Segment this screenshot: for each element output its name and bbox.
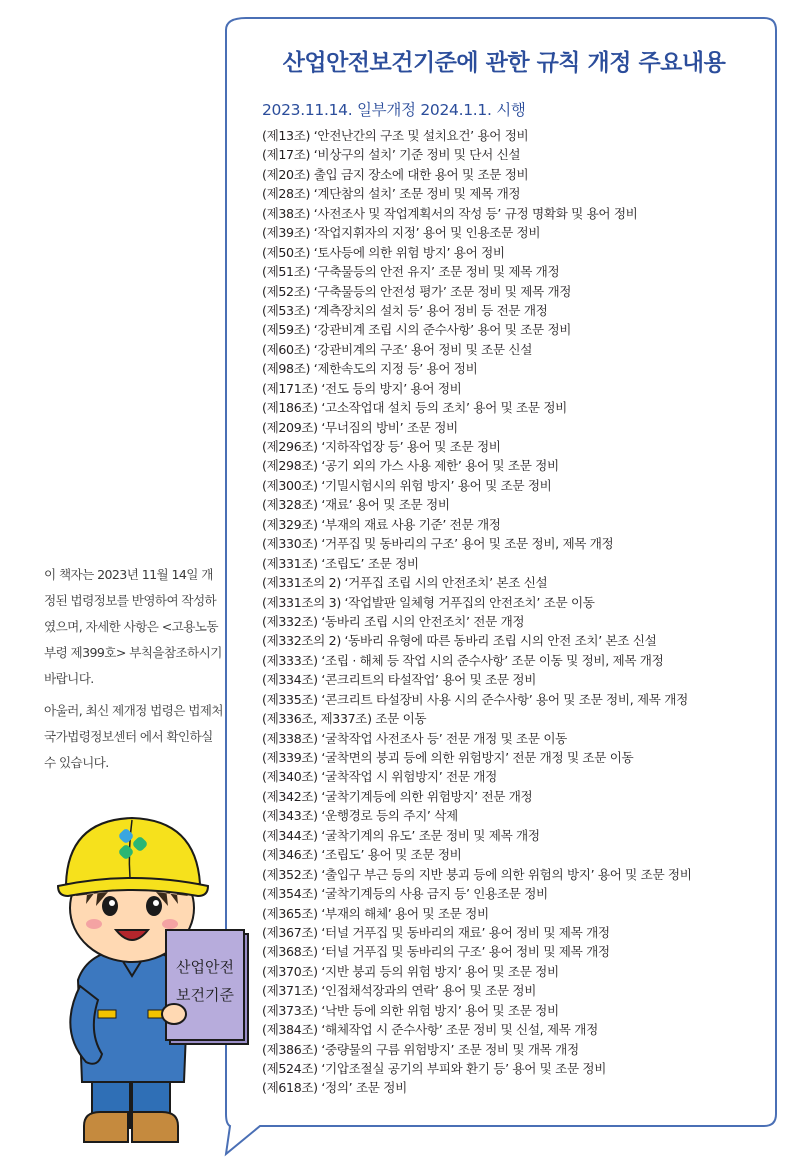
book-title-line2: 보건기준 — [176, 986, 234, 1004]
amendment-item: (제346조) ‘조립도’ 용어 및 조문 정비 — [262, 847, 462, 863]
amendment-item: (제50조) ‘토사등에 의한 위험 방지’ 용어 정비 — [262, 244, 505, 260]
amendment-item: (제335조) ‘콘크리트 타설장비 사용 시의 준수사항’ 용어 및 조문 정비, 제목 개정 — [262, 691, 688, 707]
amendment-item: (제28조) ‘계단참의 설치’ 조문 정비 및 제목 개정 — [262, 186, 521, 202]
amendment-item: (제343조) ‘운행경로 등의 주지’ 삭제 — [262, 808, 458, 824]
amendment-item: (제524조) ‘기압조절실 공기의 부피와 환기 등’ 용어 및 조문 정비 — [262, 1061, 607, 1076]
amendment-item: (제352조) ‘출입구 부근 등의 지반 붕괴 등에 의한 위험의 방지’ 용어 및 조문 정비 — [262, 866, 692, 882]
amendment-item: (제330조) ‘거푸집 및 동바리의 구조’ 용어 및 조문 정비, 제목 개정 — [262, 536, 614, 552]
amendment-item: (제331조) ‘조립도’ 조문 정비 — [262, 555, 419, 571]
amendment-item: (제38조) ‘사전조사 및 작업계획서의 작성 등’ 규정 명확화 및 용어 정비 — [262, 205, 638, 221]
amendment-item: (제338조) ‘굴착작업 사전조사 등’ 전문 개정 및 조문 이동 — [262, 730, 567, 746]
amendment-item: (제209조) ‘무너짐의 방비’ 조문 정비 — [262, 419, 458, 435]
amendment-item: (제332조) ‘동바리 조립 시의 안전조치’ 전문 개정 — [262, 613, 525, 629]
amendment-item: (제340조) ‘굴착작업 시 위험방지’ 전문 개정 — [262, 769, 497, 785]
amendment-item: (제60조) ‘강관비계의 구조’ 용어 정비 및 조문 신설 — [262, 341, 533, 357]
amendment-item: (제59조) ‘강관비계 조립 시의 준수사항’ 용어 및 조문 정비 — [262, 322, 572, 338]
side-note — [44, 562, 224, 782]
amendment-item: (제368조) ‘터널 거푸집 및 동바리의 구조’ 용어 정비 및 제목 개정 — [262, 944, 610, 960]
amendment-item: (제328조) ‘재료’ 용어 및 조문 정비 — [262, 497, 450, 513]
amendment-item: (제334조) ‘콘크리트의 타설작업’ 용어 및 조문 정비 — [262, 672, 537, 688]
amendment-item: (제17조) ‘비상구의 설치’ 기준 정비 및 단서 신설 — [262, 147, 521, 163]
amendment-item: (제298조) ‘공기 외의 가스 사용 제한’ 용어 및 조문 정비 — [262, 458, 559, 474]
amendment-item: (제386조) ‘중량물의 구름 위험방지’ 조문 정비 및 개목 개정 — [262, 1041, 579, 1057]
amendment-item: (제186조) ‘고소작업대 설치 등의 조치’ 용어 및 조문 정비 — [262, 400, 567, 416]
amendment-item: (제13조) ‘안전난간의 구조 및 설치요건’ 용어 정비 — [262, 128, 529, 143]
mascot-illustration — [28, 800, 268, 1160]
amendment-item: (제336조, 제337조) 조문 이동 — [262, 711, 427, 727]
amendment-item: (제53조) ‘계측장치의 설치 등’ 용어 정비 등 전문 개정 — [262, 302, 548, 318]
amendment-item: (제331조의 3) ‘작업발판 일체형 거푸집의 안전조치’ 조문 이동 — [262, 594, 595, 610]
revision-date: 2023.11.14. 일부개정 2024.1.1. 시행 — [262, 101, 526, 119]
helmet-icon — [58, 818, 208, 896]
side-note-paragraph: 이 책자는 2023년 11월 14일 개정된 법령정보를 반영하여 작성하였으며, 자세한 사항은 <고용노동부령 제399호> 부칙을참조하시기 바랍니다. — [44, 567, 222, 686]
amendment-item: (제39조) ‘작업지휘자의 지정’ 용어 및 인용조문 정비 — [262, 225, 541, 241]
amendment-item: (제384조) ‘해체작업 시 준수사항’ 조문 정비 및 신설, 제목 개정 — [262, 1022, 598, 1038]
amendment-item: (제373조) ‘낙반 등에 의한 위험 방지’ 용어 및 조문 정비 — [262, 1002, 559, 1018]
book-title-line1: 산업안전 — [176, 958, 234, 976]
amendment-item: (제344조) ‘굴착기계의 유도’ 조문 정비 및 제목 개정 — [262, 827, 540, 843]
amendment-item: (제300조) ‘기밀시험시의 위험 방지’ 용어 및 조문 정비 — [262, 477, 552, 493]
amendment-item: (제371조) ‘인접채석장과의 연락’ 용어 및 조문 정비 — [262, 983, 537, 999]
amendment-item: (제354조) ‘굴착기계등의 사용 금지 등’ 인용조문 정비 — [262, 886, 548, 902]
amendment-item: (제52조) ‘구축물등의 안전성 평가’ 조문 정비 및 제목 개정 — [262, 283, 572, 299]
page-title: 산업안전보건기준에 관한 규칙 개정 주요내용 — [282, 50, 726, 76]
amendment-item: (제333조) ‘조립 · 해체 등 작업 시의 준수사항’ 조문 이동 및 정비, 제목 개정 — [262, 652, 664, 668]
rulebook-icon — [166, 930, 248, 1044]
amendment-item: (제331조의 2) ‘거푸집 조립 시의 안전조치’ 본조 신설 — [262, 575, 548, 591]
amendment-item: (제98조) ‘제한속도의 지정 등’ 용어 정비 — [262, 361, 478, 377]
amendment-list — [262, 126, 692, 1098]
amendment-item: (제171조) ‘전도 등의 방지’ 용어 정비 — [262, 380, 462, 396]
amendment-item: (제329조) ‘부재의 재료 사용 기준’ 전문 개정 — [262, 516, 501, 532]
amendment-item: (제20조) 출입 금지 장소에 대한 용어 및 조문 정비 — [262, 166, 529, 182]
amendment-item: (제618조) ‘정의’ 조문 정비 — [262, 1080, 407, 1096]
amendment-item: (제342조) ‘굴착기계등에 의한 위험방지’ 전문 개정 — [262, 788, 533, 804]
amendment-item: (제296조) ‘지하작업장 등’ 용어 및 조문 정비 — [262, 439, 501, 454]
amendment-item: (제51조) ‘구축물등의 안전 유지’ 조문 정비 및 제목 개정 — [262, 264, 560, 280]
amendment-item: (제370조) ‘지반 붕괴 등의 위험 방지’ 용어 및 조문 정비 — [262, 963, 559, 979]
amendment-item: (제332조의 2) ‘동바리 유형에 따른 동바리 조립 시의 안전 조치’ 본조 신설 — [262, 633, 657, 649]
side-note-paragraph: 아울러, 최신 제개정 법령은 법제처 국가법령정보센터 에서 확인하실 수 있습니다. — [44, 703, 223, 770]
amendment-item: (제367조) ‘터널 거푸집 및 동바리의 재료’ 용어 정비 및 제목 개정 — [262, 924, 610, 940]
amendment-item: (제339조) ‘굴착면의 붕괴 등에 의한 위험방지’ 전문 개정 및 조문 이동 — [262, 750, 634, 765]
amendment-item: (제365조) ‘부재의 해체’ 용어 및 조문 정비 — [262, 905, 489, 921]
